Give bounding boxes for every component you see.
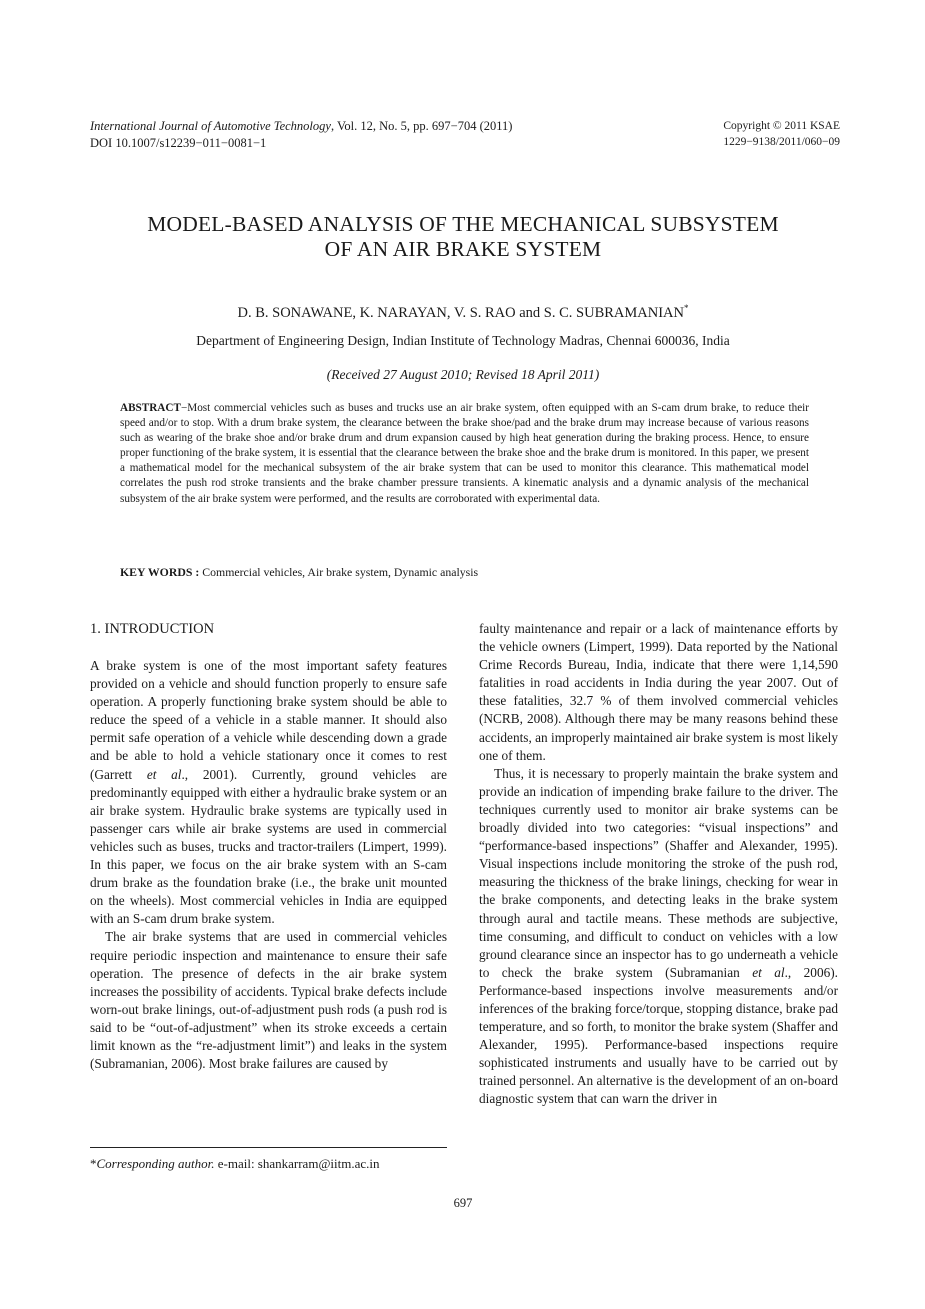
doi: DOI 10.1007/s12239−011−0081−1 [90,136,267,150]
paragraph: faulty maintenance and repair or a lack of maintenance efforts by the vehicle owners (Limpert, 1999). Data reported by the National Crime Records Bureau, India, indicate that there were 1,14,590 fatalities in road accidents in India during the year 2007. Out of these fatalities, 32.7 % of them involved commercial vehicles (NCRB, 2008). Although there may be many reasons behind these accidents, an improperly maintained air brake system is most likely one of them. [479,621,838,763]
abstract-text: −Most commercial vehicles such as buses and trucks use an air brake system, often equipped with an S-cam drum brake, to reduce their speed and/or to stop. With a drum brake system, the clearance between the brake shoe/pad and the brake drum may increase because of various reasons such as wearing of the brake shoe and/or brake drum and drum expansion caused by high heat generation during the braking process. Hence, to ensure proper functioning of the brake system, it is essential that the clearance between the brake shoe and the brake drum is monitored. In this paper, we present a mathematical model for the mechanical subsystem of the air brake system that can be used to monitor this clearance. This mathematical model correlates the push rod stroke transients and the brake chamber pressure transients. A kinematic analysis and a dynamic analysis of the mechanical subsystem of the air brake system were performed, and the results are corroborated with experimental data. [120,402,809,505]
issn: 1229−9138/2011/060−09 [723,136,840,148]
journal-citation [90,118,512,152]
abstract [120,401,809,507]
received-dates: (Received 27 August 2010; Revised 18 April 2011) [326,367,600,382]
authors: D. B. SONAWANE, K. NARAYAN, V. S. RAO and S. C. SUBRAMANIAN [237,304,685,321]
copyright-block [660,118,840,150]
paragraph: Thus, it is necessary to properly maintain the brake system and provide an indication of impending brake failure to the driver. The techniques currently used to monitor air brake systems can be broadly divided into two categories: “visual inspections” and “performance-based inspections” (Shaffer and Alexander, 1995). Visual inspections include monitoring the stroke of the push rod, measuring the thickness of the brake linings, checking for wear in the brake components, and detecting leaks in the brake system through aural and tactile means. These methods are subjective, time consuming, and difficult to conduct on vehicles with a low ground clearance since an inspector has to go underneath a vehicle to check the brake system (Subramanian et al., 2006). Performance-based inspections involve measurements and/or inferences of the braking force/torque, stopping distance, brake pad temperature, and so forth, to monitor the brake system (Shaffer and Alexander, 1995). Performance-based inspections require sophisticated instruments and usually have to be carried out by trained personnel. An alternative is the development of an on-board diagnostic system that can warn the driver in [479,765,838,1107]
keywords [120,564,809,580]
section-heading: 1. INTRODUCTION [90,621,215,637]
paragraph: The air brake systems that are used in commercial vehicles require periodic inspection and maintenance to ensure their safe operation. The presence of defects in the air brake system increases the possibility of accidents. Typical brake defects include worn-out brake linings, out-of-adjustment push rods (a push rod is said to be “out-of-adjustment” when its stroke exceeds a certain limit known as the “re-adjustment limit”) and leaks in the system (Subramanian, 2006). Most brake failures are caused by [90,929,447,1072]
footnote-divider [90,1147,447,1148]
right-column [479,620,838,1109]
page-number: 697 [453,1196,473,1210]
copyright: Copyright © 2011 KSAE [723,120,840,132]
footnote-text: e-mail: shankarram@iitm.ac.in [214,1156,380,1171]
volume-info: , Vol. 12, No. 5, pp. 697−704 (2011) [330,119,513,133]
paper-title [60,212,866,262]
footnote-label: Corresponding author. [96,1156,215,1171]
keywords-label: KEY WORDS : [120,565,203,579]
keywords-text: Commercial vehicles, Air brake system, Dynamic analysis [202,565,479,579]
paragraph: A brake system is one of the most important safety features provided on a vehicle and should function properly to ensure safe operation. A properly functioning brake system should be able to reduce the speed of a vehicle in a stable manner. It should also permit safe operation of a vehicle while descending down a grade and be able to hold a vehicle stationary once it comes to rest (Garrett et al., 2001). Currently, ground vehicles are predominantly equipped with either a hydraulic brake system or an air brake system. Hydraulic brake systems are typically used in passenger cars while air brake systems are used in commercial vehicles such as buses, trucks and tractor-trailers (Limpert, 1999). In this paper, we focus on the air brake system with an S-cam drum brake as the foundation brake (i.e., the brake unit mounted on the wheels). Most commercial vehicles in India are equipped with an S-cam drum brake system. [90,658,447,927]
author-list [60,299,866,322]
abstract-label: ABSTRACT [120,402,181,414]
affiliation: Department of Engineering Design, Indian Institute of Technology Madras, Chennai 600036, India [196,333,730,348]
journal-name: International Journal of Automotive Technology [90,119,331,133]
author-mark: * [684,303,689,313]
footnote [90,1155,380,1172]
title-line-1: MODEL-BASED ANALYSIS OF THE MECHANICAL SUBSYSTEM [147,212,779,236]
title-line-2: OF AN AIR BRAKE SYSTEM [324,237,602,261]
left-column [90,657,447,1073]
footnote-mark: * [90,1156,97,1171]
